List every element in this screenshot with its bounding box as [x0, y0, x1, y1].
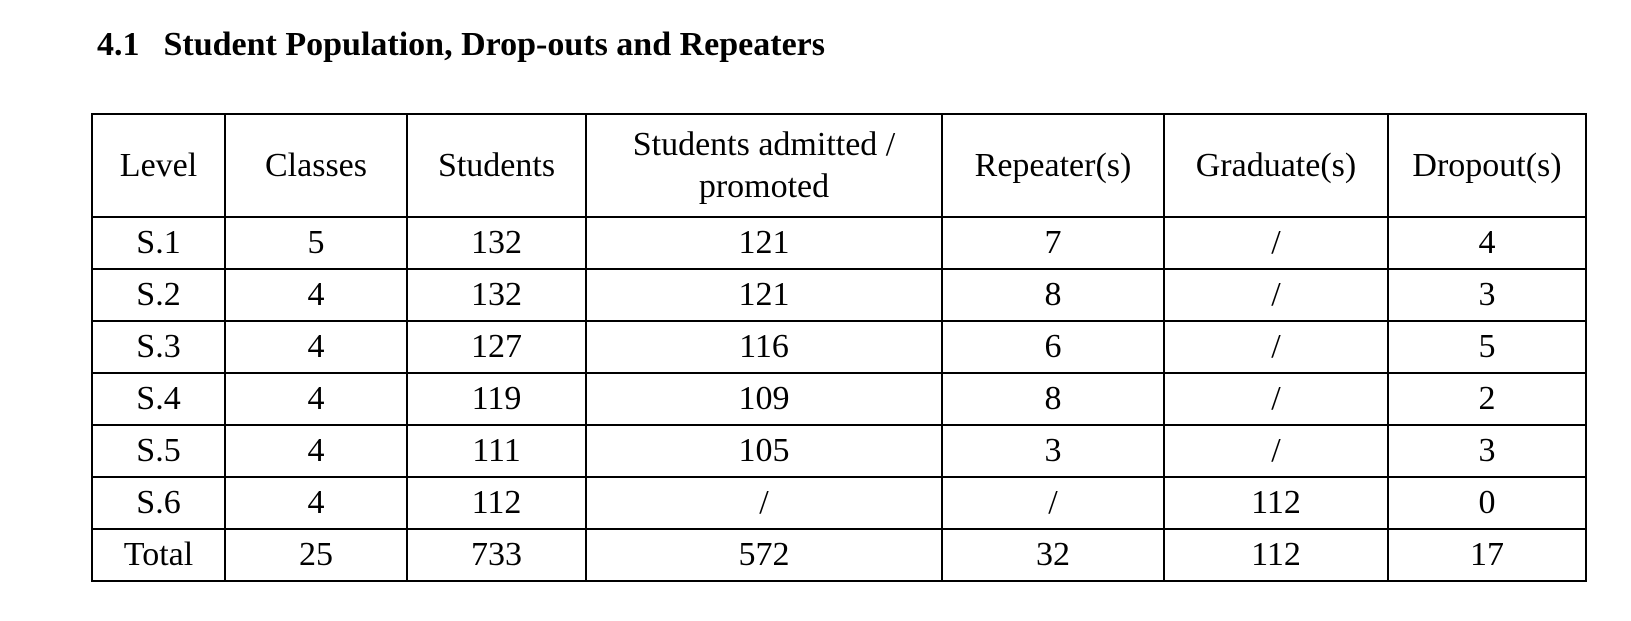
- cell-repeaters: 6: [942, 321, 1164, 373]
- cell-students: 119: [407, 373, 586, 425]
- cell-classes: 4: [225, 425, 407, 477]
- section-title: Student Population, Drop-outs and Repeaters: [163, 26, 826, 63]
- cell-classes: 5: [225, 217, 407, 269]
- cell-admitted: 121: [586, 269, 942, 321]
- cell-repeaters: 7: [942, 217, 1164, 269]
- cell-graduates: 112: [1164, 529, 1388, 581]
- header-admitted-line2: promoted: [698, 167, 830, 205]
- cell-students: 127: [407, 321, 586, 373]
- cell-graduates: /: [1164, 321, 1388, 373]
- table-total-row: [92, 529, 1586, 581]
- cell-graduates: /: [1164, 373, 1388, 425]
- cell-admitted: /: [586, 477, 942, 529]
- cell-classes: 4: [225, 477, 407, 529]
- cell-classes: 25: [225, 529, 407, 581]
- table-row: [92, 373, 1586, 425]
- cell-classes: 4: [225, 269, 407, 321]
- cell-dropouts: 4: [1388, 217, 1586, 269]
- cell-dropouts: 2: [1388, 373, 1586, 425]
- header-students: Students: [407, 114, 586, 217]
- cell-repeaters: 3: [942, 425, 1164, 477]
- header-classes: Classes: [225, 114, 407, 217]
- cell-repeaters: /: [942, 477, 1164, 529]
- header-repeaters: Repeater(s): [942, 114, 1164, 217]
- cell-dropouts: 17: [1388, 529, 1586, 581]
- table-row: [92, 269, 1586, 321]
- table-row: [92, 217, 1586, 269]
- cell-admitted: 572: [586, 529, 942, 581]
- cell-level: S.1: [92, 217, 225, 269]
- cell-students: 112: [407, 477, 586, 529]
- cell-students: 733: [407, 529, 586, 581]
- header-admitted-promoted: [586, 114, 942, 217]
- cell-students: 132: [407, 217, 586, 269]
- cell-graduates: /: [1164, 425, 1388, 477]
- cell-students: 111: [407, 425, 586, 477]
- cell-dropouts: 3: [1388, 269, 1586, 321]
- cell-repeaters: 8: [942, 269, 1164, 321]
- table-header-row: [92, 114, 1586, 217]
- cell-admitted: 105: [586, 425, 942, 477]
- cell-repeaters: 8: [942, 373, 1164, 425]
- cell-admitted: 109: [586, 373, 942, 425]
- cell-graduates: /: [1164, 217, 1388, 269]
- cell-repeaters: 32: [942, 529, 1164, 581]
- cell-students: 132: [407, 269, 586, 321]
- cell-level: S.6: [92, 477, 225, 529]
- table-row: [92, 425, 1586, 477]
- cell-level: S.3: [92, 321, 225, 373]
- cell-level: Total: [92, 529, 225, 581]
- table-row: [92, 477, 1586, 529]
- cell-admitted: 121: [586, 217, 942, 269]
- section-number: 4.1: [97, 26, 140, 63]
- cell-classes: 4: [225, 321, 407, 373]
- cell-level: S.5: [92, 425, 225, 477]
- cell-dropouts: 5: [1388, 321, 1586, 373]
- student-population-table: [91, 113, 1587, 582]
- cell-level: S.2: [92, 269, 225, 321]
- cell-graduates: 112: [1164, 477, 1388, 529]
- header-graduates: Graduate(s): [1164, 114, 1388, 217]
- header-level: Level: [92, 114, 225, 217]
- cell-classes: 4: [225, 373, 407, 425]
- cell-dropouts: 3: [1388, 425, 1586, 477]
- header-dropouts: Dropout(s): [1388, 114, 1586, 217]
- cell-graduates: /: [1164, 269, 1388, 321]
- cell-dropouts: 0: [1388, 477, 1586, 529]
- section-heading: [97, 26, 825, 64]
- cell-level: S.4: [92, 373, 225, 425]
- header-admitted-line1: Students admitted /: [632, 125, 896, 163]
- table-row: [92, 321, 1586, 373]
- cell-admitted: 116: [586, 321, 942, 373]
